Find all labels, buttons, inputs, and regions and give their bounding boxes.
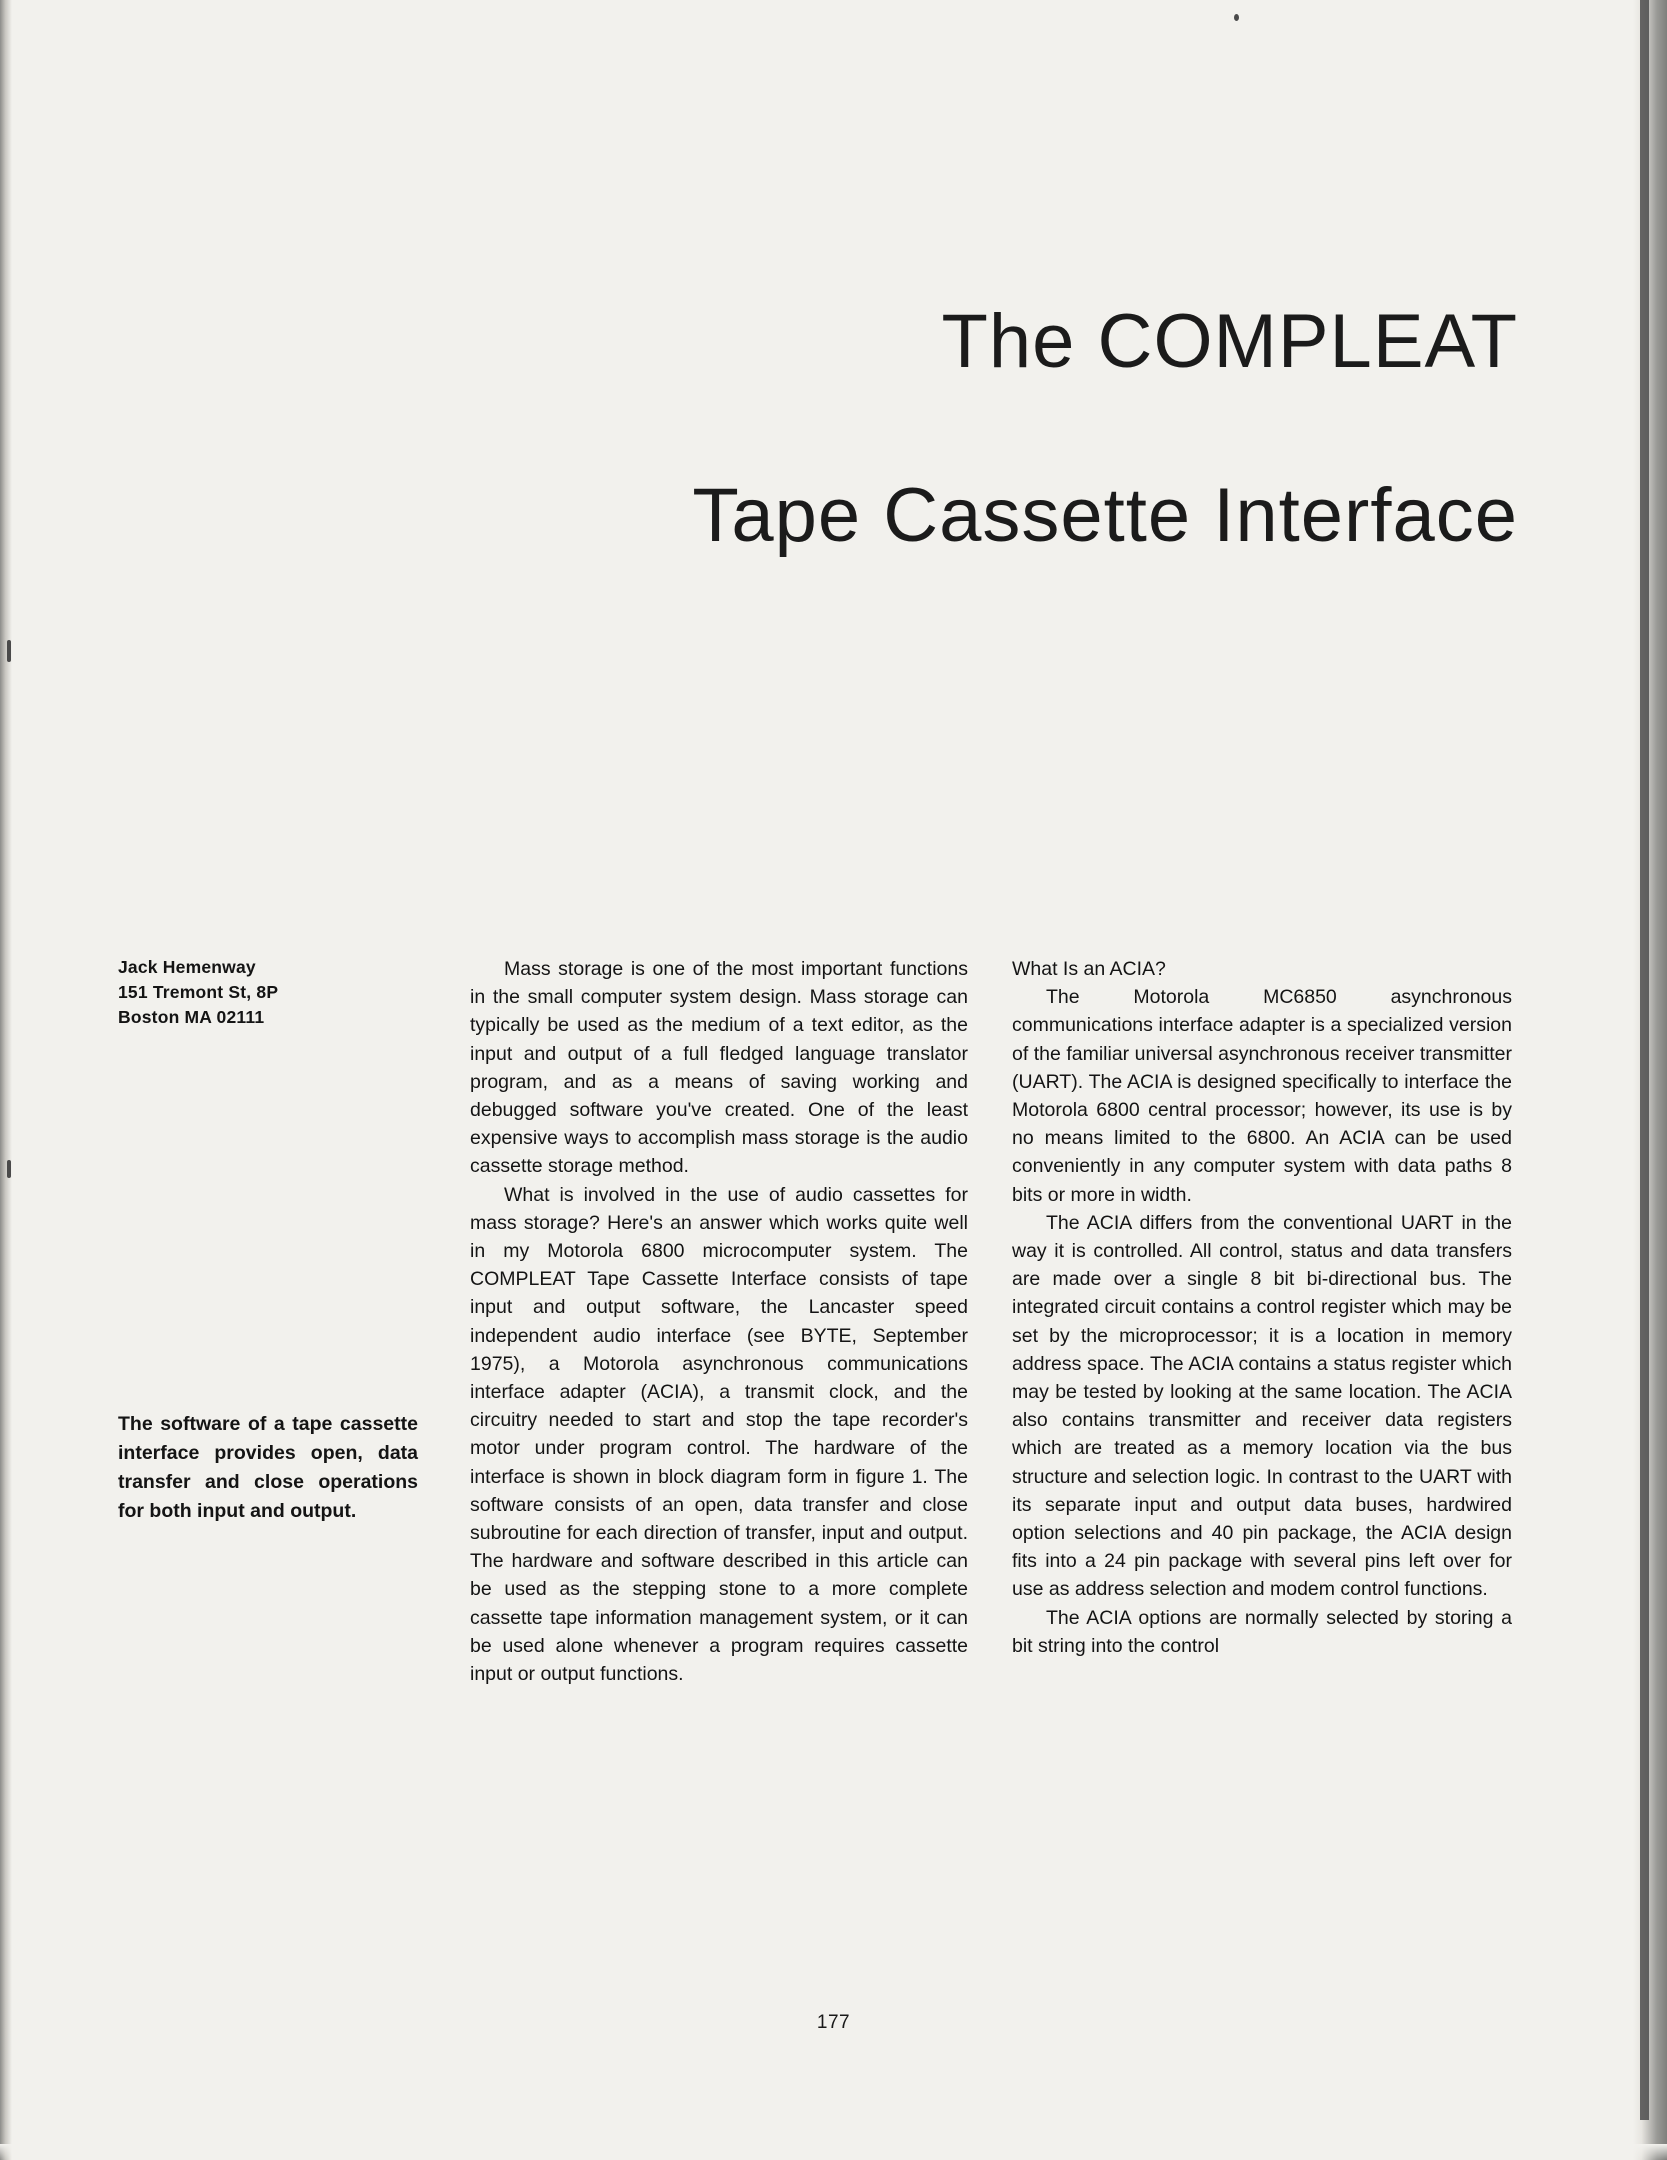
scan-speck — [7, 640, 11, 662]
column-three — [1012, 955, 1512, 1660]
byline-name: Jack Hemenway — [118, 957, 256, 977]
paragraph: The ACIA options are normally selected by storing a bit string into the control — [1012, 1606, 1512, 1657]
paragraph: The ACIA differs from the conventional UART in the way it is controlled. All control, status and data transfers are made over a single 8 bit bi-directional bus. The integrated circuit contains a control register which may be set by the microprocessor; it is a location in memory address space. The ACIA contains a status register which may be tested by looking at the same location. The ACIA also contains transmitter and receiver data registers which are treated as a memory location via the bus structure and selection logic. In contrast to the UART with its separate input and output data buses, hardwired option selections and 40 pin package, the ACIA design fits into a 24 pin package with several pins left over for use as address selection and modem control functions. — [1012, 1211, 1512, 1601]
pull-quote: The software of a tape cassette interface provides open, data transfer and close operations for both input and output. — [118, 1413, 418, 1522]
byline — [118, 955, 418, 1030]
scan-speck — [7, 1160, 11, 1178]
scan-speck — [1234, 14, 1239, 21]
page-right-scan-edge — [1633, 0, 1667, 2160]
article-body — [118, 955, 1548, 1965]
byline-address-line-2: Boston MA 02111 — [118, 1007, 265, 1027]
title-line-2: Tape Cassette Interface — [692, 472, 1518, 558]
page-binding-shadow — [1640, 0, 1649, 2120]
column-two — [470, 955, 968, 1688]
paragraph: Mass storage is one of the most important functions in the small computer system design. Mass storage can typically be used as the medium of a text editor, as the input and output of a full fledged language translator program, and as a means of saving working and debugged software you've created. One of the least expensive ways to accomplish mass storage is the audio cassette storage method. — [470, 958, 968, 1178]
paragraph: The Motorola MC6850 asynchronous communications interface adapter is a specialized version of the familiar universal asynchronous receiver transmitter (UART). The ACIA is designed specifically to interface the Motorola 6800 central processor; however, its use is by no means limited to the 6800. An ACIA can be used conveniently in any computer system with data paths 8 bits or more in width. — [1012, 986, 1512, 1206]
title-line-1: The COMPLEAT — [941, 299, 1518, 384]
page-left-scan-edge — [0, 0, 12, 2160]
byline-address-line-1: 151 Tremont St, 8P — [118, 982, 279, 1002]
article-title — [120, 300, 1540, 557]
column-one — [118, 955, 418, 1522]
section-subhead: What Is an ACIA? — [1012, 958, 1166, 980]
page-number: 177 — [816, 2012, 851, 2033]
page-bottom-scan-edge — [0, 2144, 1667, 2160]
paragraph: What is involved in the use of audio cassettes for mass storage? Here's an answer which works quite well in my Motorola 6800 microcomputer system. The COMPLEAT Tape Cassette Interface consists of tape input and output software, the Lancaster speed independent audio interface (see BYTE, September 1975), a Motorola asynchronous communications interface adapter (ACIA), a transmit clock, and the circuitry needed to start and stop the tape recorder's motor under program control. The hardware of the interface is shown in block diagram form in figure 1. The software consists of an open, data transfer and close subroutine for each direction of transfer, input and output. The hardware and software described in this article can be used as the stepping stone to a more complete cassette tape information management system, or it can be used alone whenever a program requires cassette input or output functions. — [470, 1183, 968, 1686]
